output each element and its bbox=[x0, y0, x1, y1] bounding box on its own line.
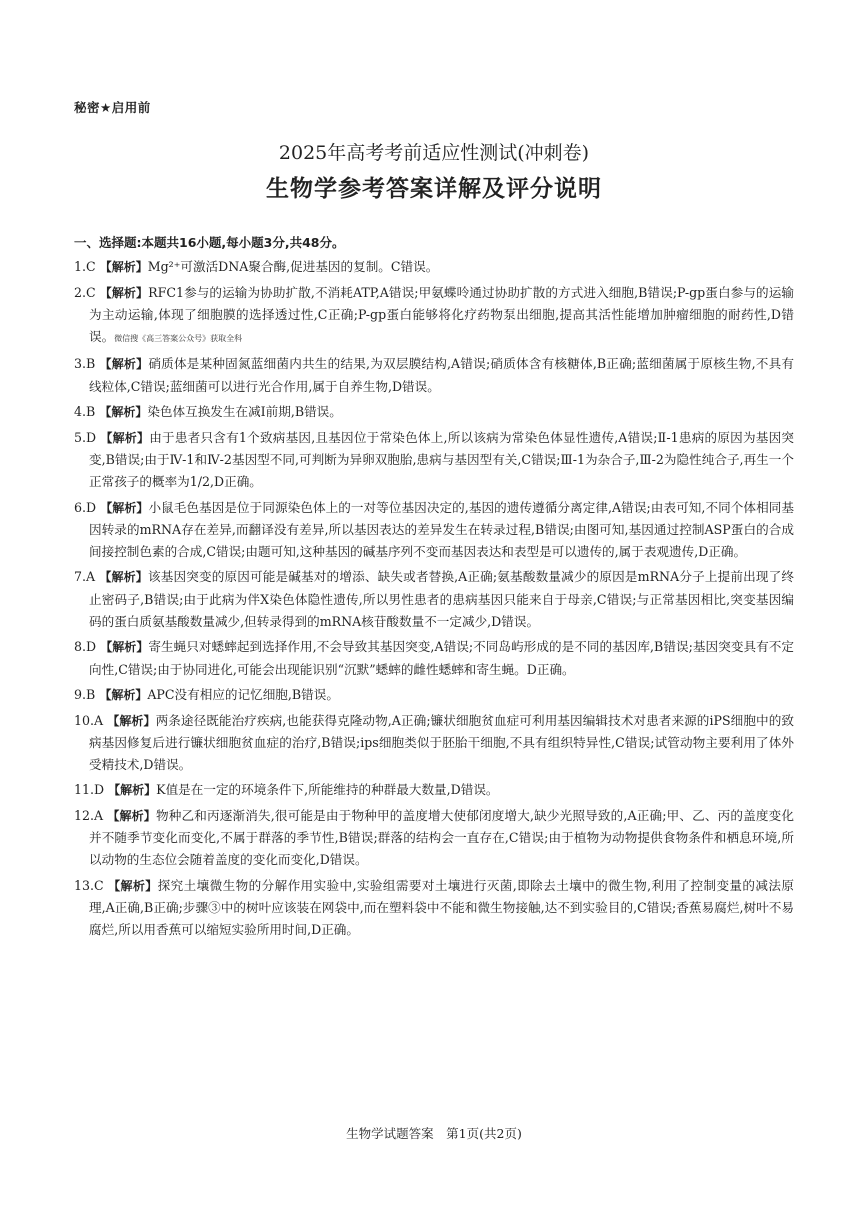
question-number: 5. bbox=[74, 429, 87, 445]
question-answer: D bbox=[94, 782, 105, 798]
analysis-text: K值是在一定的环境条件下,所能维持的种群最大数量,D错误。 bbox=[156, 782, 499, 798]
question-answer: B bbox=[86, 404, 96, 420]
section-heading: 一、选择题:本题共16小题,每小题3分,共48分。 bbox=[74, 235, 345, 250]
question-answer: D bbox=[86, 429, 97, 445]
question-answer: D bbox=[86, 639, 97, 655]
analysis-tag: 【解析】 bbox=[108, 878, 158, 893]
analysis-text: 小鼠毛色基因是位于同源染色体上的一对等位基因决定的,基因的遗传遵循分离定律,A错误;由表可知,不同个体相同基因转录的mRNA存在差异,而翻译没有差异,所以基因表达的差异发生在转录过程,B错误;由图可知,基因通过控制ASP蛋白的合成间接控制色素的合成,C错误;由题可知,这种基因的碱基序列不变而基因表达和表型是可以遗传的,属于表观遗传,D正确。 bbox=[89, 499, 794, 559]
question-item-11 bbox=[74, 779, 794, 801]
question-item-3 bbox=[74, 353, 794, 397]
analysis-tag: 【解析】 bbox=[99, 285, 149, 300]
question-list bbox=[74, 256, 794, 945]
question-number: 13. bbox=[74, 877, 95, 893]
analysis-tag: 【解析】 bbox=[99, 688, 148, 703]
question-item-4 bbox=[74, 401, 794, 423]
analysis-tag: 【解析】 bbox=[100, 500, 149, 515]
analysis-tag: 【解析】 bbox=[99, 405, 148, 420]
question-answer: A bbox=[94, 807, 104, 823]
question-number: 11. bbox=[74, 782, 95, 798]
question-number: 4. bbox=[74, 404, 87, 420]
analysis-tag: 【解析】 bbox=[100, 430, 150, 445]
question-item-7 bbox=[74, 566, 794, 633]
question-number: 3. bbox=[74, 356, 87, 372]
analysis-text: 硝质体是某种固氮蓝细菌内共生的结果,为双层膜结构,A错误;硝质体含有核糖体,B正确;蓝细菌属于原核生物,不具有线粒体,C错误;蓝细菌可以进行光合作用,属于自养生物,D错误。 bbox=[89, 356, 794, 394]
analysis-tag: 【解析】 bbox=[99, 260, 148, 274]
analysis-tag: 【解析】 bbox=[100, 640, 149, 655]
analysis-text: Mg²⁺可激活DNA聚合酶,促进基因的复制。C错误。 bbox=[147, 259, 439, 274]
question-answer: C bbox=[86, 284, 96, 300]
question-number: 9. bbox=[74, 687, 87, 703]
question-number: 10. bbox=[74, 712, 95, 728]
analysis-text: APC没有相应的记忆细胞,B错误。 bbox=[147, 687, 339, 703]
analysis-tag: 【解析】 bbox=[108, 783, 157, 798]
question-answer: D bbox=[86, 499, 97, 515]
question-number: 2. bbox=[74, 284, 87, 300]
page-subtitle: 生物学参考答案详解及评分说明 bbox=[266, 176, 602, 202]
question-answer: A bbox=[86, 569, 96, 585]
analysis-text: 寄生蝇只对蟋蟀起到选择作用,不会导致其基因突变,A错误;不同岛屿形成的是不同的基因库,B错误;基因突变具有不定向性,C错误;由于协同进化,可能会出现能识别“沉默”蟋蟀的雌性蟋蟀和寄生蝇。D正确。 bbox=[89, 639, 794, 677]
page-title: 2025年高考考前适应性测试(冲刺卷) bbox=[278, 142, 590, 164]
question-item-12 bbox=[74, 805, 794, 872]
analysis-text: 探究土壤微生物的分解作用实验中,实验组需要对土壤进行灭菌,即除去土壤中的微生物,利用了控制变量的减法原理,A正确,B正确;步骤③中的树叶应该装在网袋中,而在塑料袋中不能和微生物接触,达不到实验目的,C错误;香蕉易腐烂,树叶不易腐烂,所以用香蕉可以缩短实验所用时间,D正确。 bbox=[89, 877, 794, 938]
analysis-text: 该基因突变的原因可能是碱基对的增添、缺失或者替换,A正确;氨基酸数量减少的原因是mRNA分子上提前出现了终止密码子,B错误;由于此病为伴X染色体隐性遗传,所以男性患者的患病基因只能来自于母亲,C错误;与正常基因相比,突变基因编码的蛋白质氨基酸数量减少,但转录得到的mRNA核苷酸数量不一定减少,D错误。 bbox=[89, 569, 794, 629]
question-item-5 bbox=[74, 427, 794, 494]
question-answer: A bbox=[94, 712, 104, 728]
question-item-1 bbox=[74, 256, 794, 278]
question-answer: B bbox=[86, 356, 96, 372]
question-item-6 bbox=[74, 497, 794, 564]
question-number: 8. bbox=[74, 639, 87, 655]
question-item-8 bbox=[74, 636, 794, 680]
question-number: 1. bbox=[74, 259, 87, 274]
question-number: 12. bbox=[74, 807, 95, 823]
secret-label: 秘密★启用前 bbox=[74, 100, 151, 115]
page-footer: 生物学试题答案 第1页(共2页) bbox=[346, 1126, 522, 1141]
analysis-text: 染色体互换发生在减Ⅰ前期,B错误。 bbox=[147, 404, 342, 420]
question-item-10 bbox=[74, 710, 794, 777]
analysis-tag: 【解析】 bbox=[99, 357, 149, 372]
analysis-text: RFC1参与的运输为协助扩散,不消耗ATP,A错误;甲氨蝶呤通过协助扩散的方式进入细胞,B错误;P-gp蛋白参与的运输为主动运输,体现了细胞膜的选择透过性,C正确;P-gp蛋白能够将化疗药物泵出细胞,提高其活性能增加肿瘤细胞的耐药性,D错误。 bbox=[89, 284, 794, 344]
question-answer: C bbox=[94, 877, 104, 893]
question-answer: C bbox=[86, 259, 96, 274]
analysis-text: 物种乙和丙逐渐消失,很可能是由于物种甲的盖度增大使郁闭度增大,缺少光照导致的,A正确;甲、乙、丙的盖度变化并不随季节变化而变化,不属于群落的季节性,B错误;群落的结构会一直存在,C错误;由于植物为动物提供食物条件和栖息环境,所以动物的生态位会随着盖度的变化而变化,D错误。 bbox=[89, 807, 794, 868]
analysis-tag: 【解析】 bbox=[107, 808, 156, 823]
question-item-2 bbox=[74, 282, 794, 351]
analysis-text: 两条途径既能治疗疾病,也能获得克隆动物,A正确;镰状细胞贫血症可利用基因编辑技术对患者来源的iPS细胞中的致病基因修复后进行镰状细胞贫血症的治疗,B错误;ips细胞类似于胚胎干细胞,不具有组织特异性,C错误;试管动物主要利用了体外受精技术,D错误。 bbox=[89, 712, 794, 772]
analysis-text: 由于患者只含有1个致病基因,且基因位于常染色体上,所以该病为常染色体显性遗传,A错误;Ⅱ-1患病的原因为基因突变,B错误;由于Ⅳ-1和Ⅳ-2基因型不同,可判断为异卵双胞胎,患病与基因型有关,C错误;Ⅲ-1为杂合子,Ⅲ-2为隐性纯合子,再生一个正常孩子的概率为1/2,D正确。 bbox=[89, 429, 794, 490]
question-item-9 bbox=[74, 684, 794, 706]
question-number: 6. bbox=[74, 499, 87, 515]
question-answer: B bbox=[86, 687, 96, 703]
watermark-text: 微信搜《高三答案公众号》获取全科 bbox=[114, 333, 243, 343]
question-number: 7. bbox=[74, 569, 87, 585]
analysis-tag: 【解析】 bbox=[107, 713, 156, 728]
question-item-13 bbox=[74, 875, 794, 942]
analysis-tag: 【解析】 bbox=[99, 570, 148, 585]
